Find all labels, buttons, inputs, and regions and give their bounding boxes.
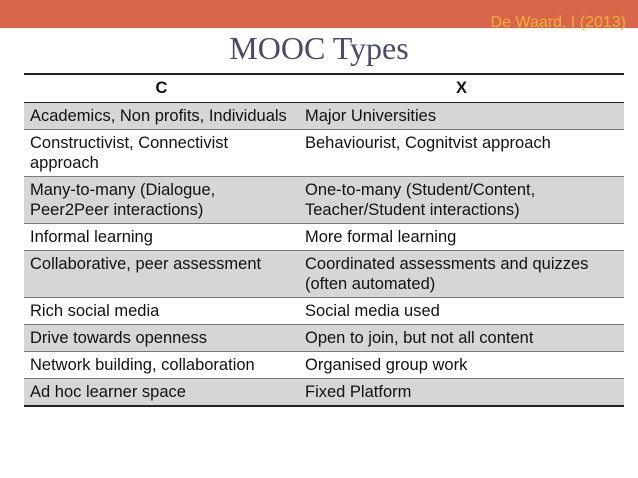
- table-cell: Constructivist, Connectivist approach: [24, 130, 299, 177]
- table-row: [24, 130, 624, 177]
- table-cell: Social media used: [299, 298, 624, 325]
- citation: De Waard, I (2013): [490, 14, 626, 31]
- table-cell: Network building, collaboration: [24, 352, 299, 379]
- table-cell: Organised group work: [299, 352, 624, 379]
- table-cell: One-to-many (Student/Content, Teacher/Student interactions): [299, 177, 624, 224]
- table-cell: Fixed Platform: [299, 379, 624, 407]
- table-cell: Collaborative, peer assessment: [24, 251, 299, 298]
- table-cell: Coordinated assessments and quizzes (often automated): [299, 251, 624, 298]
- table-row: [24, 379, 624, 407]
- table-row: [24, 251, 624, 298]
- table-row: [24, 224, 624, 251]
- table-cell: Ad hoc learner space: [24, 379, 299, 407]
- table-cell: Informal learning: [24, 224, 299, 251]
- table-row: [24, 325, 624, 352]
- table-row: [24, 103, 624, 130]
- table-row: [24, 177, 624, 224]
- table-cell: Drive towards openness: [24, 325, 299, 352]
- table-cell: Major Universities: [299, 103, 624, 130]
- table-cell: Behaviourist, Cognitvist approach: [299, 130, 624, 177]
- table-cell: Many-to-many (Dialogue, Peer2Peer interactions): [24, 177, 299, 224]
- column-header-x: X: [299, 74, 624, 103]
- table-row: [24, 352, 624, 379]
- table-row: [24, 298, 624, 325]
- column-header-c: C: [24, 74, 299, 103]
- mooc-comparison-table: [24, 73, 624, 407]
- slide-title: MOOC Types: [229, 30, 409, 66]
- table-header-row: [24, 74, 624, 103]
- table-cell: More formal learning: [299, 224, 624, 251]
- table-cell: Academics, Non profits, Individuals: [24, 103, 299, 130]
- table-cell: Open to join, but not all content: [299, 325, 624, 352]
- table-cell: Rich social media: [24, 298, 299, 325]
